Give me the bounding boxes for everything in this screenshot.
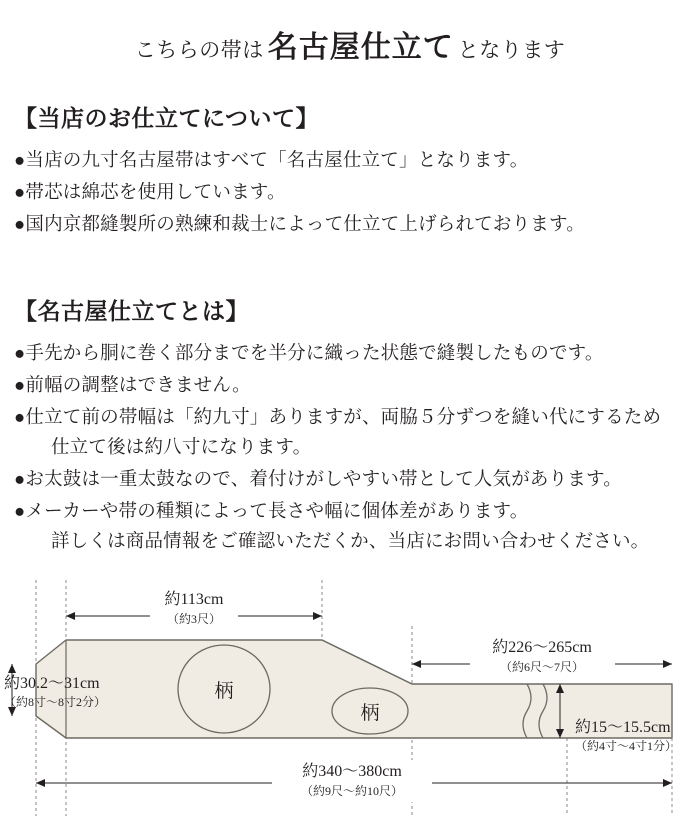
list-item — [14, 404, 686, 464]
measure-top — [66, 590, 322, 630]
measure-top-main: 約113cm — [164, 591, 224, 608]
list-item — [14, 147, 686, 177]
pattern-label-small: 柄 — [360, 703, 380, 724]
section-shop-tailoring — [0, 100, 700, 241]
measure-right — [412, 638, 672, 678]
measure-narrow-main: 約15〜15.5cm — [575, 719, 671, 736]
measure-right-sub: （約6尺〜7尺） — [499, 660, 585, 674]
list-item — [14, 179, 686, 209]
measure-top-sub: （約3尺） — [166, 612, 222, 626]
measure-bottom — [36, 760, 672, 802]
list-item — [14, 340, 686, 370]
page-title-emphasis: 名古屋仕立て — [267, 31, 454, 64]
list-item-text-continued: 詳しくは商品情報をご確認いただくか、当店にお問い合わせください。 — [50, 531, 650, 552]
page-title-lead: こちらの帯は — [134, 38, 264, 62]
measure-bottom-main: 約340〜380cm — [302, 763, 402, 780]
page-title-tail: となります — [457, 38, 566, 62]
pattern-label-large: 柄 — [214, 681, 234, 702]
section-title-nagoya-definition: 【名古屋仕立てとは】 — [14, 298, 249, 324]
list-item-text: ●メーカーや帯の種類によって長さや幅に個体差があります。 — [14, 501, 529, 522]
list-item-text: ●仕立て前の帯幅は「約九寸」ありますが、両脇５分ずつを縫い代にするため — [14, 407, 662, 428]
list-item-text-continued: 仕立て後は約八寸になります。 — [50, 437, 312, 458]
list-item-text: ●当店の九寸名古屋帯はすべて「名古屋仕立て」となります。 — [14, 151, 529, 171]
measure-bottom-sub: （約9尺〜約10尺） — [300, 784, 404, 798]
measure-left-sub: （約8寸〜8寸2分） — [4, 695, 107, 709]
list-item-text: ●前幅の調整はできません。 — [14, 375, 251, 396]
list-item-text: ●国内京都縫製所の熟練和裁士によって仕立て上げられております。 — [14, 214, 585, 235]
measure-right-main: 約226〜265cm — [492, 639, 592, 656]
list-item — [14, 498, 686, 558]
page-title — [0, 0, 700, 66]
list-item-text: ●帯芯は綿芯を使用しています。 — [14, 182, 286, 203]
section-nagoya-definition — [0, 293, 700, 558]
bullet-list-nagoya-definition — [14, 340, 686, 558]
measure-narrow-sub: （約4寸〜4寸1分） — [575, 739, 678, 753]
list-item-text: ●手先から胴に巻く部分までを半分に織った状態で縫製したものです。 — [14, 343, 604, 364]
list-item — [14, 211, 686, 241]
bullet-list-shop-tailoring — [14, 147, 686, 241]
measure-left-main: 約30.2〜31cm — [4, 675, 100, 692]
obi-dimension-diagram — [0, 568, 700, 840]
section-title-shop-tailoring: 【当店のお仕立てについて】 — [14, 106, 320, 131]
list-item-text: ●お太鼓は一重太鼓なので、着付けがしやすい帯として人気があります。 — [14, 469, 622, 490]
list-item — [14, 466, 686, 496]
list-item — [14, 372, 686, 402]
